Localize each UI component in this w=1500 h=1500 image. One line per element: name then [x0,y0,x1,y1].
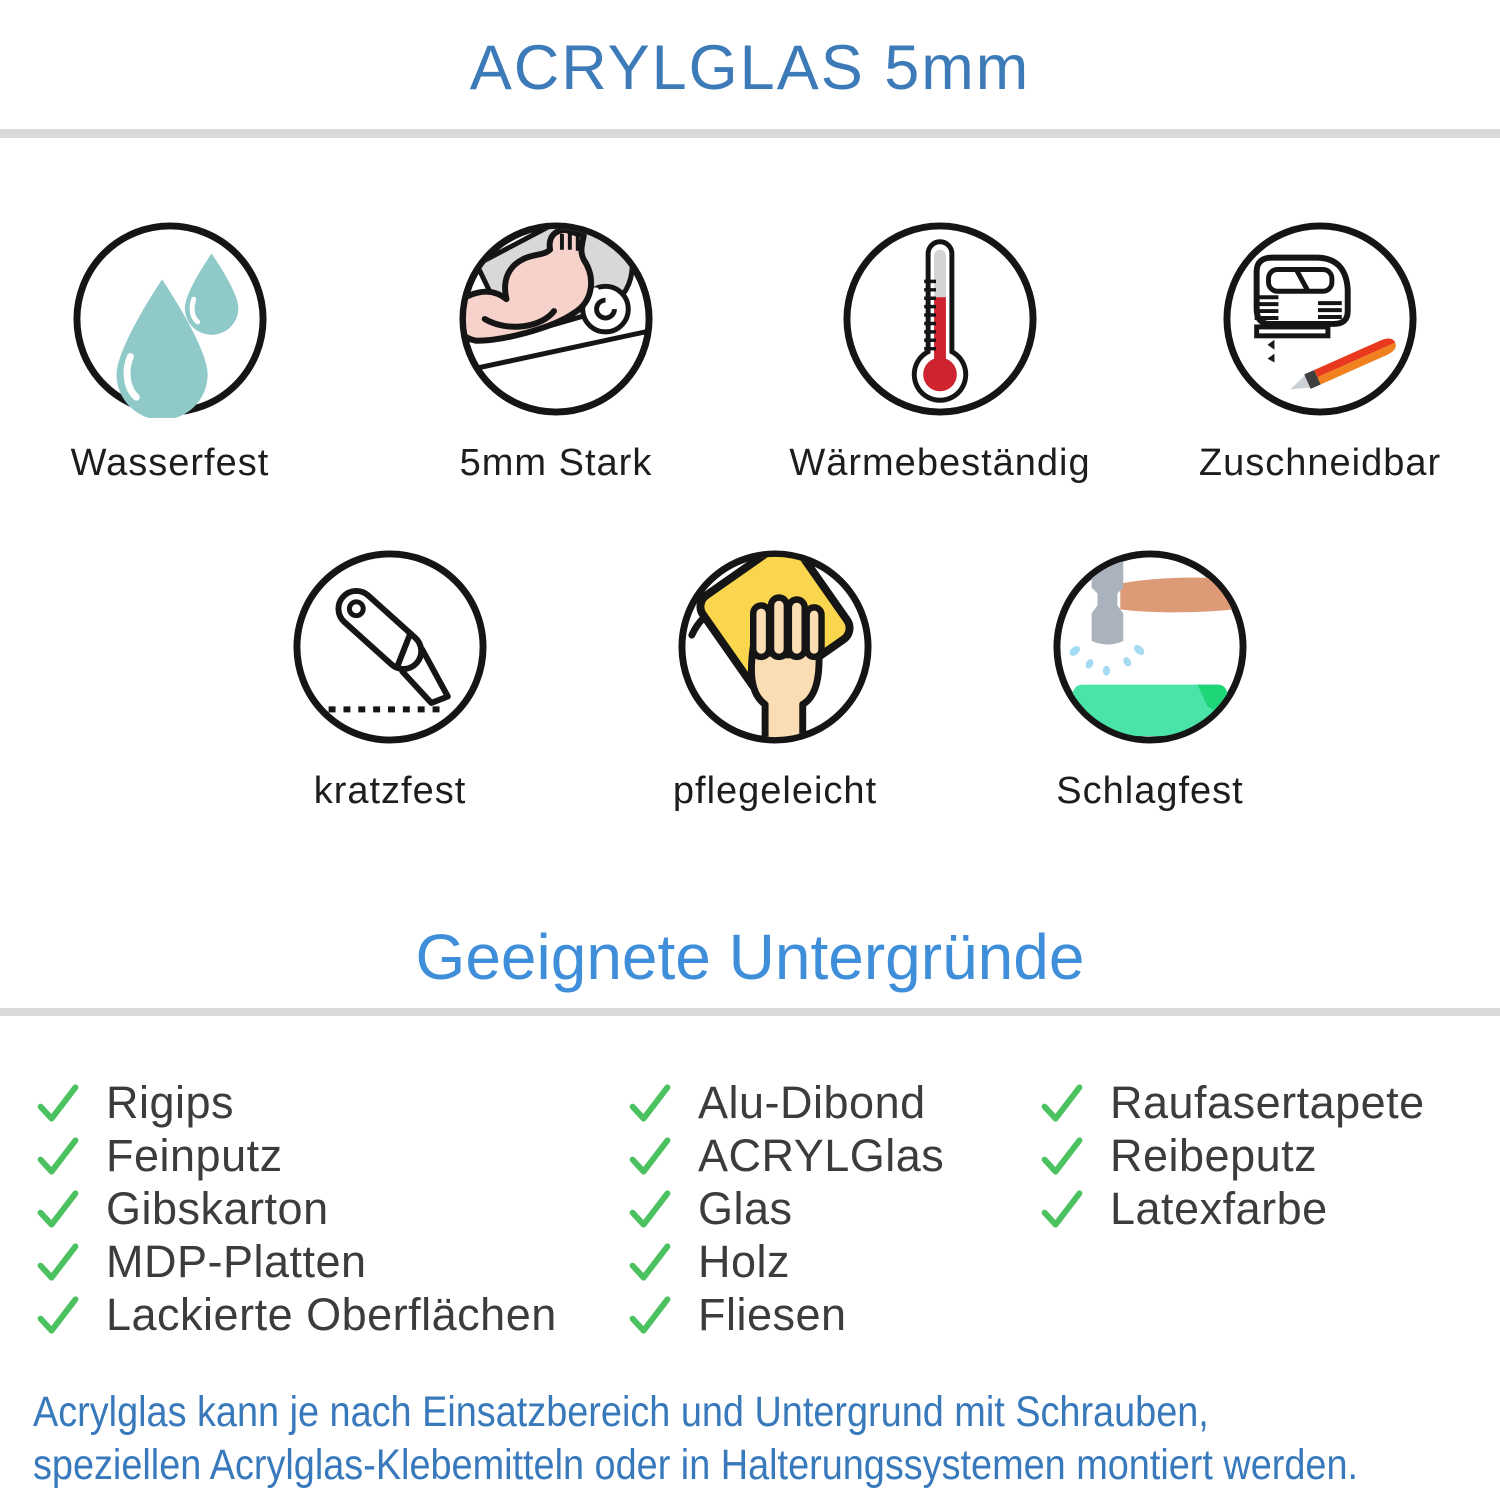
substrate-item [1040,1076,1425,1129]
checkmark-icon [36,1187,80,1231]
footer-line-1: Acrylglas kann je nach Einsatzbereich und Untergrund mit Schrauben, [33,1388,1209,1436]
feature-waermebestaendig [780,220,1100,485]
substrate-label: Rigips [106,1076,235,1128]
checkmark-icon [1040,1081,1084,1125]
feature-label: 5mm Stark [459,442,653,484]
substrate-item [36,1235,557,1288]
substrate-label: Reibeputz [1110,1129,1318,1181]
feature-5mm-stark [396,220,716,485]
feature-label: Zuschneidbar [1198,442,1442,484]
feature-label: Wärmebeständig [789,442,1091,484]
water-drops-icon [71,220,269,418]
substrate-item [628,1129,944,1182]
substrate-item [1040,1182,1425,1235]
checkmark-icon [628,1187,672,1231]
substrate-label: Raufasertapete [1110,1076,1425,1128]
jigsaw-icon [1221,220,1419,418]
substrate-item [36,1129,557,1182]
feature-label: pflegeleicht [672,770,878,812]
feature-label: Wasserfest [70,442,270,484]
substrate-item [36,1076,557,1129]
checkmark-icon [628,1081,672,1125]
cleaning-hand-icon [676,548,874,746]
substrate-label: MDP-Platten [106,1235,367,1287]
checkmark-icon [36,1240,80,1284]
substrate-label: Feinputz [106,1129,283,1181]
checkmark-icon [628,1240,672,1284]
checkmark-icon [36,1293,80,1337]
substrate-column-3 [1040,1076,1425,1235]
substrate-item [1040,1129,1425,1182]
section-title: Geeignete Untergründe [415,921,1085,993]
checkmark-icon [36,1134,80,1178]
substrate-column-2 [628,1076,944,1341]
substrate-label: Fliesen [698,1288,847,1340]
page-title: ACRYLGLAS 5mm [469,33,1031,103]
feature-pflegeleicht [615,548,935,813]
feature-schlagfest [990,548,1310,813]
checkmark-icon [1040,1134,1084,1178]
substrate-column-1 [36,1076,557,1341]
divider [0,1008,1500,1016]
feature-label: Schlagfest [1056,770,1244,812]
divider [0,129,1500,138]
substrate-label: Alu-Dibond [698,1076,926,1128]
substrate-label: Holz [698,1235,791,1287]
thermometer-icon [841,220,1039,418]
substrate-item [36,1182,557,1235]
feature-zuschneidbar [1160,220,1480,485]
feature-label: kratzfest [313,770,467,812]
substrate-item [36,1288,557,1341]
substrate-label: ACRYLGlas [698,1129,945,1181]
substrate-label: Gibskarton [106,1182,329,1234]
hammer-icon [1051,548,1249,746]
checkmark-icon [36,1081,80,1125]
feature-wasserfest [10,220,330,485]
utility-knife-icon [291,548,489,746]
substrate-item [628,1288,944,1341]
substrate-item [628,1182,944,1235]
footer-line-2: speziellen Acrylglas-Klebemitteln oder in Halterungssystemen montiert werden. [33,1441,1359,1489]
checkmark-icon [628,1293,672,1337]
muscle-arm-icon [457,220,655,418]
checkmark-icon [628,1134,672,1178]
footer-note [33,1386,1358,1492]
substrate-label: Glas [698,1182,793,1234]
feature-kratzfest [230,548,550,813]
substrate-item [628,1076,944,1129]
substrate-item [628,1235,944,1288]
checkmark-icon [1040,1187,1084,1231]
substrate-label: Latexfarbe [1110,1182,1328,1234]
substrate-label: Lackierte Oberflächen [106,1288,557,1340]
